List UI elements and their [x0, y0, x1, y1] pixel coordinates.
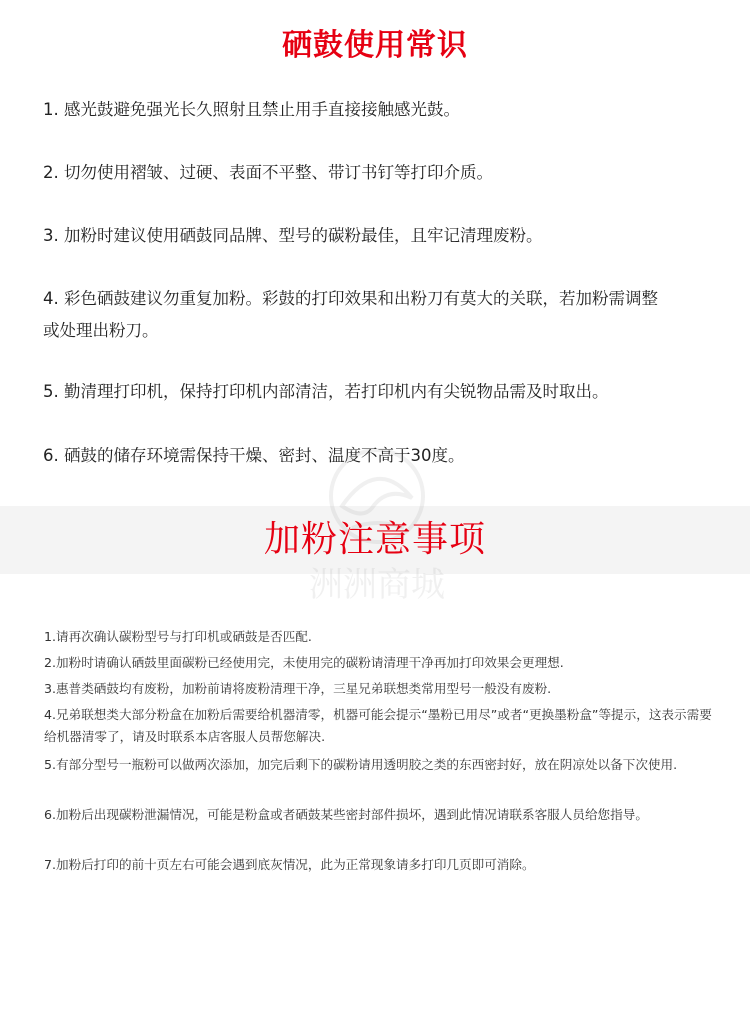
list-item: 4. 彩色硒鼓建议勿重复加粉。彩鼓的打印效果和出粉刀有莫大的关联，若加粉需调整或处理出粉刀。: [43, 289, 658, 340]
section-title-usage-tips: 硒鼓使用常识: [282, 28, 468, 63]
list-item: 5.有部分型号一瓶粉可以做两次添加，加完后剩下的碳粉请用透明胶之类的东西密封好，放在阴凉处以备下次使用.: [44, 757, 678, 772]
watermark-text: 洲洲商城: [309, 565, 445, 605]
list-item: 2. 切勿使用褶皱、过硬、表面不平整、带订书钉等打印介质。: [43, 163, 493, 182]
list-item: 4.兄弟联想类大部分粉盒在加粉后需要给机器清零，机器可能会提示“墨粉已用尽”或者“更换墨粉盒”等提示，这表示需要给机器清零了，请及时联系本店客服人员帮您解决.: [44, 707, 712, 744]
list-item: 1. 感光鼓避免强光长久照射且禁止用手直接接触感光鼓。: [43, 100, 460, 119]
list-item: 3.惠普类硒鼓均有废粉，加粉前请将废粉清理干净，三星兄弟联想类常用型号一般没有废粉.: [44, 681, 552, 696]
section-title-refill-notes: 加粉注意事项: [263, 519, 486, 560]
list-item: 5. 勤清理打印机，保持打印机内部清洁，若打印机内有尖锐物品需及时取出。: [43, 382, 609, 401]
list-item: 7.加粉后打印的前十页左右可能会遇到底灰情况，此为正常现象请多打印几页即可消除。: [44, 857, 535, 872]
list-item: 6. 硒鼓的储存环境需保持干燥、密封、温度不高于30度。: [43, 446, 465, 465]
list-item: 1.请再次确认碳粉型号与打印机或硒鼓是否匹配.: [44, 629, 312, 644]
list-item: 3. 加粉时建议使用硒鼓同品牌、型号的碳粉最佳，且牢记清理废粉。: [43, 226, 543, 245]
list-item: 2.加粉时请确认硒鼓里面碳粉已经使用完，未使用完的碳粉请清理干净再加打印效果会更理想.: [44, 655, 564, 670]
list-item: 6.加粉后出现碳粉泄漏情况，可能是粉盒或者硒鼓某些密封部件损坏，遇到此情况请联系客服人员给您指导。: [44, 807, 648, 822]
